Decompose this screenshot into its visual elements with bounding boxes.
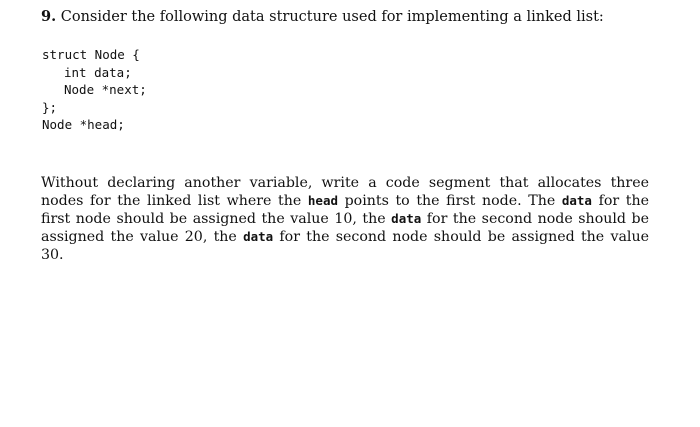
keyword-data-third: data xyxy=(243,229,274,245)
instruction-text-3: for the first node should be assigned the value 10, the xyxy=(41,193,649,228)
question-heading xyxy=(41,8,661,26)
code-line-head-declaration: Node *head; xyxy=(42,117,125,132)
keyword-data-first: data xyxy=(561,193,592,209)
code-line-next-field: Node *next; xyxy=(64,82,147,97)
question-number: 9. xyxy=(41,8,57,25)
code-line-close-brace: }; xyxy=(42,99,58,115)
code-line-data-field: int data; xyxy=(64,64,132,80)
instruction-paragraph xyxy=(41,174,649,264)
code-line-struct: struct Node { xyxy=(42,47,140,62)
instruction-text-5: for the second node should be assigned the value 30. xyxy=(41,229,649,264)
keyword-data-second: data xyxy=(391,211,422,227)
keyword-head: head xyxy=(307,193,338,209)
instruction-text-2: points to the first node. The xyxy=(338,193,562,210)
question-prompt: Consider the following data structure used for implementing a linked list: xyxy=(60,9,604,25)
instruction-text-4: for the second node should be assigned the value 20, the xyxy=(41,211,649,246)
code-block xyxy=(42,46,147,134)
instruction-text-1: Without declaring another variable, write a code segment that allocates three nodes for the linked list where the xyxy=(41,175,649,210)
